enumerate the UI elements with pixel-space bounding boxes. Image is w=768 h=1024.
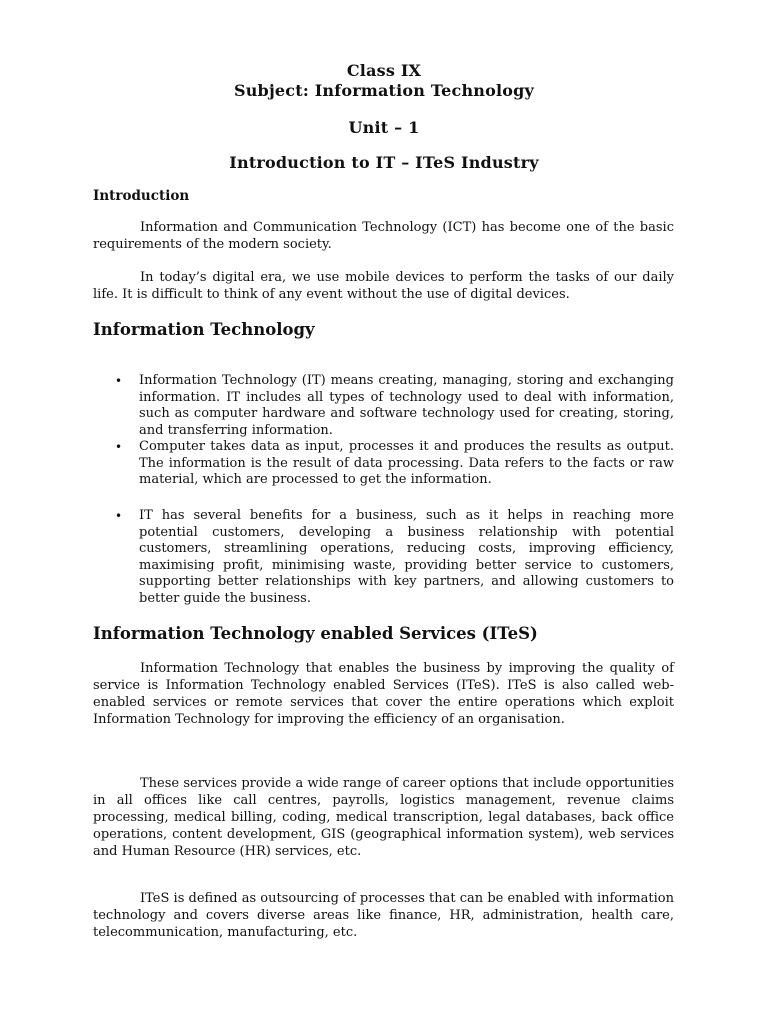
it-bullet-list-2 — [115, 508, 674, 607]
chapter-title: Introduction to IT – ITeS Industry — [229, 153, 539, 172]
ites-paragraph-3: ITeS is defined as outsourcing of processes that can be enabled with information technology and covers diverse areas like finance, HR, administration, health care, telecommunication, manufacturing, etc. — [93, 891, 674, 940]
ites-paragraph-2: These services provide a wide range of career options that include opportunities in all offices like call centres, payrolls, logistics management, revenue claims processing, medical billing, coding, medical transcription, legal databases, back office operations, content development, GIS (geographical information system), web services and Human Resource (HR) services, etc. — [93, 776, 674, 859]
list-item — [115, 508, 674, 607]
list-item — [115, 373, 674, 439]
ites-paragraph-1: Information Technology that enables the business by improving the quality of service is Information Technology enabled Services (ITeS). ITeS is also called web-enabled services or remote services that cover the entire operations which exploit Information Technology for improving the efficiency of an organisation. — [93, 661, 674, 727]
class-title: Class IX — [346, 61, 422, 80]
list-item-text: Information Technology (IT) means creating, managing, storing and exchanging information. IT includes all types of technology used to deal with information, such as computer hardware and software technology used for creating, storing, and transferring information. — [139, 373, 674, 438]
it-bullet-list-1 — [115, 373, 674, 489]
bullet-icon: • — [115, 509, 123, 523]
list-item-text: Computer takes data as input, processes it and produces the results as output. The information is the result of data processing. Data refers to the facts or raw material, which are processed to get the information. — [139, 439, 674, 487]
bullet-icon: • — [115, 374, 123, 388]
list-item — [115, 439, 674, 489]
bullet-icon: • — [115, 440, 123, 454]
intro-paragraph-1: Information and Communication Technology (ICT) has become one of the basic requirements of the modern society. — [93, 220, 674, 252]
it-section-heading: Information Technology — [93, 320, 315, 339]
ites-section-heading: Information Technology enabled Services (ITeS) — [93, 624, 538, 643]
list-item-text: IT has several benefits for a business, such as it helps in reaching more potential customers, developing a business relationship with potential customers, streamlining operations, reducing costs, improving efficiency, maximising profit, minimising waste, providing better service to customers, supporting better relationships with key partners, and allowing customers to better guide the business. — [139, 508, 674, 606]
subject-title: Subject: Information Technology — [233, 81, 535, 100]
introduction-heading: Introduction — [93, 188, 190, 204]
intro-paragraph-2: In today’s digital era, we use mobile devices to perform the tasks of our daily life. It is difficult to think of any event without the use of digital devices. — [93, 270, 674, 302]
unit-title: Unit – 1 — [348, 118, 420, 137]
